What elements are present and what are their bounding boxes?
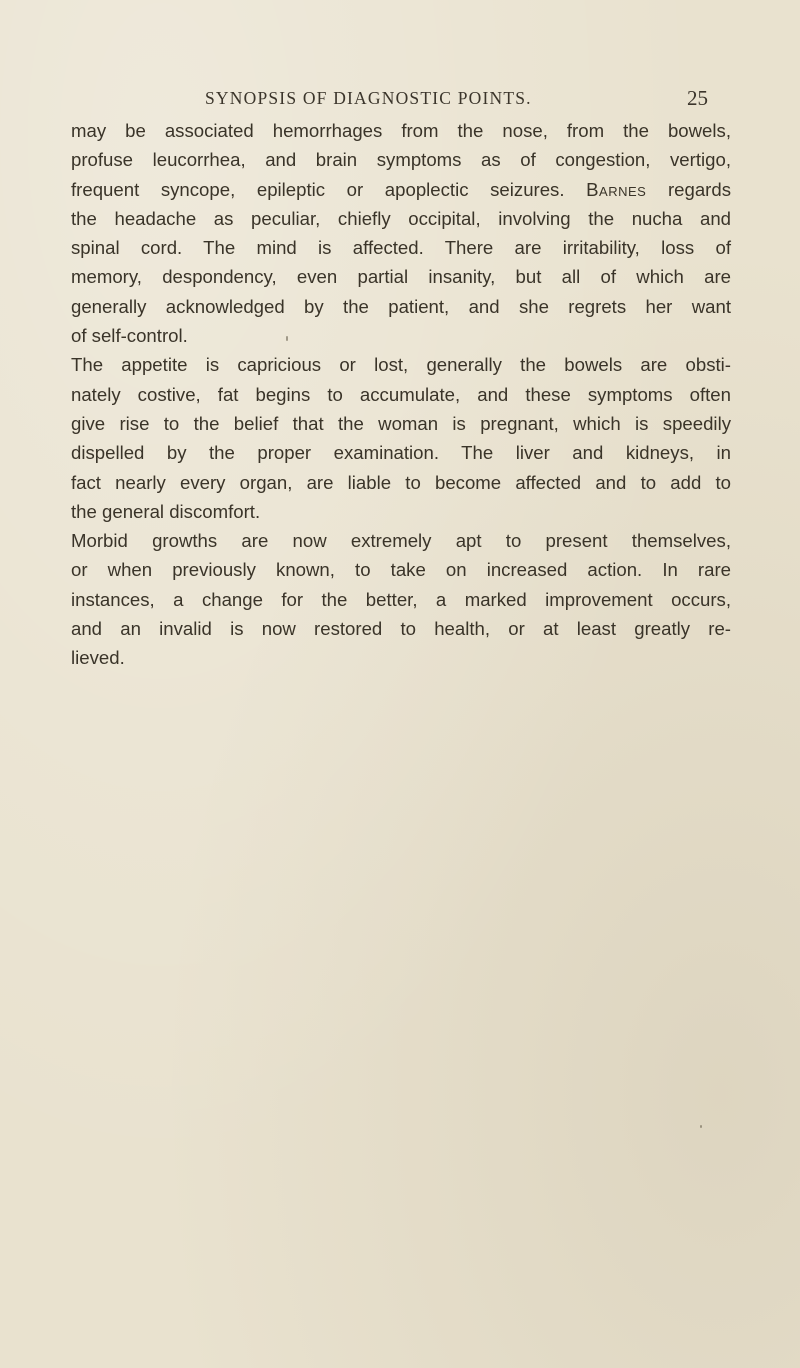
author-name: Barnes <box>586 178 647 200</box>
text-line: and an invalid is now restored to health, or at least greatly re- <box>71 618 731 640</box>
running-head <box>0 86 800 116</box>
text-line: give rise to the belief that the woman is pregnant, which is speedily <box>71 412 731 434</box>
text-line: nately costive, fat begins to accumulate, and these symptoms often <box>71 383 731 405</box>
text-line: or when previously known, to take on increased action. In rare <box>71 559 731 581</box>
text-line: lieved. <box>71 647 125 669</box>
running-title: SYNOPSIS OF DIAGNOSTIC POINTS. <box>205 88 532 108</box>
text-line: the headache as peculiar, chiefly occipital, involving the nucha and <box>71 207 731 229</box>
body-text <box>71 116 731 673</box>
text-line: may be associated hemorrhages from the nose, from the bowels, <box>71 120 731 141</box>
paper-speck <box>286 336 288 341</box>
text-line-segment: frequent syncope, epileptic or apoplectic seizures. <box>71 178 565 200</box>
text-line-segment: regards <box>667 178 731 200</box>
text-line: of self-control. <box>71 325 188 347</box>
text-line: memory, despondency, even partial insanity, but all of which are <box>71 266 731 288</box>
page-number: 25 <box>687 86 708 110</box>
text-line: Morbid growths are now extremely apt to present themselves, <box>71 530 731 552</box>
text-line <box>71 175 731 204</box>
text-line: the general discomfort. <box>71 500 261 522</box>
text-line: profuse leucorrhea, and brain symptoms as of congestion, vertigo, <box>71 149 731 171</box>
text-line: The appetite is capricious or lost, generally the bowels are obsti- <box>71 354 731 376</box>
text-line: fact nearly every organ, are liable to become affected and to add to <box>71 471 731 493</box>
text-line: dispelled by the proper examination. The liver and kidneys, in <box>71 442 731 464</box>
text-line: spinal cord. The mind is affected. There are irritability, loss of <box>71 237 731 259</box>
text-line: instances, a change for the better, a marked improvement occurs, <box>71 588 731 610</box>
paper-speck <box>700 1125 702 1128</box>
text-line: generally acknowledged by the patient, and she regrets her want <box>71 295 731 317</box>
